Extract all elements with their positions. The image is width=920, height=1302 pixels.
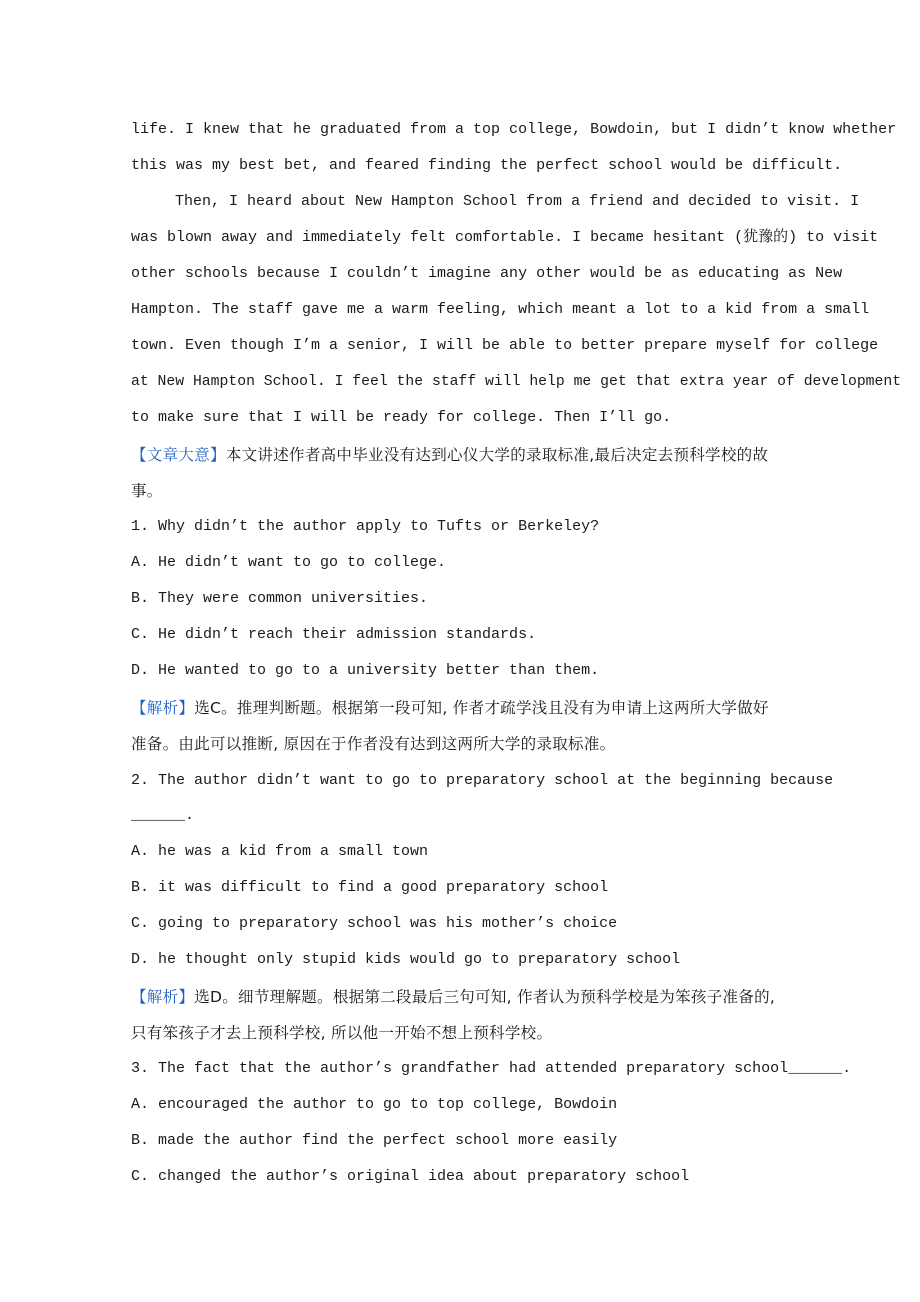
option-c: C. going to preparatory school was his mother’s choice [131,915,618,932]
passage-line: at New Hampton School. I feel the staff will help me get that extra year of development [131,374,902,390]
option-c: C. changed the author’s original idea about preparatory school [131,1168,690,1185]
option-a: A. He didn’t want to go to college. [131,554,447,571]
summary-line [131,445,768,465]
passage-line: Then, I heard about New Hampton School from a friend and decided to visit. I [175,193,860,210]
question-blank: ______. [131,807,195,824]
analysis-text: 选C。推理判断题。根据第一段可知, 作者才疏学浅且没有为申请上这两所大学做好 [194,699,769,717]
passage-line: other schools because I couldn’t imagine any other would be as educating as New [131,265,843,282]
option-c: C. He didn’t reach their admission standards. [131,626,537,643]
summary-text: 本文讲述作者高中毕业没有达到心仪大学的录取标准,最后决定去预科学校的故 [225,446,769,464]
analysis-line: 准备。由此可以推断, 原因在于作者没有达到这两所大学的录取标准。 [131,735,616,753]
summary-line: 事。 [131,482,163,500]
question-stem: 3. The fact that the author’s grandfather had attended preparatory school______. [131,1060,852,1077]
passage-line: this was my best bet, and feared finding the perfect school would be difficult. [131,157,843,174]
passage-line: life. I knew that he graduated from a top college, Bowdoin, but I didn’t know whether [131,121,897,138]
passage-line: Hampton. The staff gave me a warm feeling, which meant a lot to a kid from a small [131,301,870,318]
question-stem: 2. The author didn’t want to go to preparatory school at the beginning because [131,772,834,789]
analysis-line: 只有笨孩子才去上预科学校, 所以他一开始不想上预科学校。 [131,1024,553,1042]
analysis-line [131,987,775,1007]
option-b: B. it was difficult to find a good preparatory school [131,879,609,896]
analysis-tag: 【解析】 [131,988,195,1006]
option-a: A. he was a kid from a small town [131,843,429,860]
analysis-line [131,698,769,718]
option-d: D. he thought only stupid kids would go to preparatory school [131,951,681,968]
option-d: D. He wanted to go to a university better than them. [131,662,600,679]
question-stem: 1. Why didn’t the author apply to Tufts or Berkeley? [131,518,600,535]
passage-line: town. Even though I’m a senior, I will be able to better prepare myself for college [131,337,879,354]
summary-tag: 【文章大意】 [131,446,226,464]
analysis-text: 选D。细节理解题。根据第二段最后三句可知, 作者认为预科学校是为笨孩子准备的, [194,988,776,1006]
option-b: B. made the author find the perfect school more easily [131,1132,618,1149]
passage-line: to make sure that I will be ready for college. Then I’ll go. [131,409,672,426]
option-a: A. encouraged the author to go to top college, Bowdoin [131,1096,618,1113]
analysis-tag: 【解析】 [131,699,195,717]
option-b: B. They were common universities. [131,590,429,607]
passage-line: was blown away and immediately felt comfortable. I became hesitant (犹豫的) to visit [131,229,879,246]
